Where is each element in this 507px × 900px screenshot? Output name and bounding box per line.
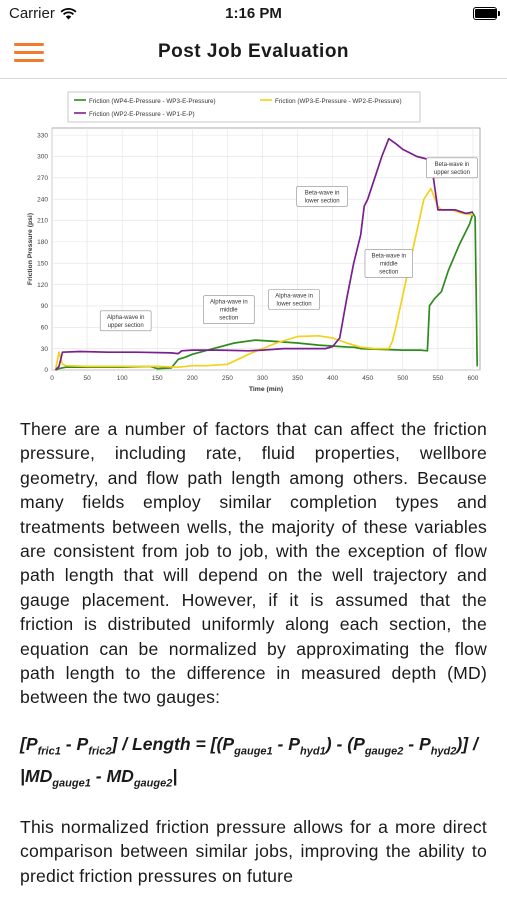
- annotation-label: lower section: [276, 301, 312, 308]
- annotation-label: Beta-wave in: [304, 190, 340, 197]
- article-body: [20, 417, 487, 888]
- x-tick-label: 200: [186, 375, 198, 382]
- y-tick-label: 60: [40, 324, 48, 332]
- annotation-label: upper section: [433, 169, 470, 176]
- x-tick-label: 550: [432, 375, 444, 382]
- legend-entry: Friction (WP3-E-Pressure - WP2-E-Pressure): [275, 98, 402, 105]
- y-tick-label: 0: [44, 367, 48, 375]
- annotation-label: section: [379, 269, 399, 276]
- page-title: Post Job Evaluation: [157, 41, 350, 62]
- x-tick-label: 600: [467, 375, 479, 382]
- y-tick-label: 330: [37, 132, 48, 140]
- annotation-label: middle: [379, 261, 398, 268]
- legend-entry: Friction (WP2-E-Pressure - WP1-E-P): [89, 111, 195, 118]
- friction-chart-svg: [20, 88, 490, 398]
- navigation-bar: [0, 28, 507, 79]
- x-tick-label: 300: [257, 375, 268, 382]
- carrier-label: Carrier: [9, 5, 55, 22]
- article-paragraph: There are a number of factors that can affect the friction pressure, including rate, fluid properties, wellbore geometry, and flow path length among others. Because many fields employ similar completion types and treatments between wells, the majority of these variables are consistent from job to job, with the exception of flow path length that will depend on the well trajectory and gauge placement. However, if it is assumed that the friction is distributed uniformly along each section, the equation can be normalized by approximating the flow path length to the difference in measured depth (MD) between the two gauges:: [20, 419, 487, 708]
- x-axis-label: Time (min): [248, 386, 284, 393]
- x-tick-label: 400: [327, 375, 339, 382]
- friction-chart: [20, 88, 490, 398]
- annotation-label: lower section: [304, 198, 340, 205]
- x-tick-label: 450: [362, 375, 374, 382]
- legend-entry: Friction (WP4-E-Pressure - WP3-E-Pressure): [89, 98, 216, 105]
- status-bar: [0, 0, 507, 28]
- y-tick-label: 90: [40, 303, 48, 311]
- friction-equation: $[P_{fric1} - P_{fric2}]$ / Length = $[(P_{gauge1} - P_{hyd1}) - (P_{gauge2} - P_{hyd2})] / |MD_{gauge1} - MD_{gauge2}|$: [20, 733, 478, 790]
- y-tick-label: 210: [37, 217, 48, 225]
- annotation-label: Alpha-wave in: [106, 314, 145, 321]
- article-paragraph: This normalized friction pressure allows for a more direct comparison between similar jobs, improving the ability to predict friction pressures on future: [20, 816, 487, 886]
- y-axis-label: Friction Pressure (psi): [27, 212, 34, 286]
- x-tick-label: 0: [50, 375, 54, 382]
- annotation-label: Beta-wave in: [371, 253, 407, 260]
- x-tick-label: 350: [292, 375, 304, 382]
- y-tick-label: 270: [37, 175, 48, 183]
- battery-icon: [473, 7, 497, 20]
- annotation-label: section: [219, 315, 239, 322]
- x-tick-label: 500: [397, 375, 409, 382]
- annotation-label: Alpha-wave in: [209, 299, 248, 306]
- x-tick-label: 150: [151, 375, 163, 382]
- y-tick-label: 30: [40, 345, 48, 353]
- y-tick-label: 120: [37, 281, 48, 289]
- y-tick-label: 150: [37, 260, 48, 268]
- y-tick-label: 180: [37, 239, 48, 247]
- annotation-label: Alpha-wave in: [275, 293, 313, 300]
- annotation-label: Beta-wave in: [434, 161, 470, 168]
- y-tick-label: 240: [37, 196, 48, 204]
- annotation-label: middle: [219, 307, 238, 314]
- plot-area: [52, 128, 480, 370]
- status-time: 1:16 PM: [225, 5, 282, 22]
- x-tick-label: 250: [221, 375, 233, 382]
- y-tick-label: 300: [37, 153, 48, 161]
- x-tick-label: 50: [83, 375, 91, 382]
- battery-level: [475, 9, 497, 18]
- annotation-label: upper section: [107, 322, 144, 329]
- x-tick-label: 100: [116, 375, 128, 382]
